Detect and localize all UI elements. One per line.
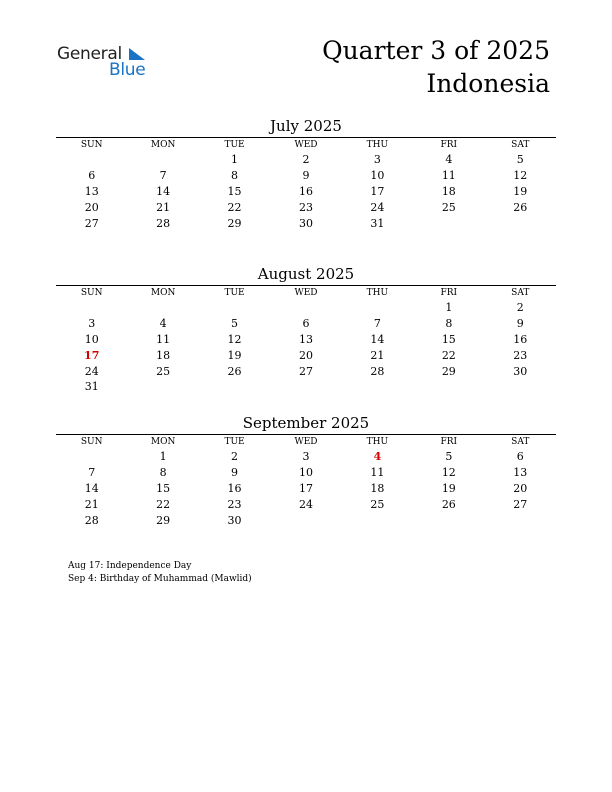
day-cell: 25 xyxy=(441,200,456,214)
calendar-grid xyxy=(56,138,556,231)
weekday-header: MON xyxy=(150,288,176,298)
day-cell: 23 xyxy=(298,200,313,214)
week-row xyxy=(56,449,556,465)
weekday-header: WED xyxy=(294,437,318,447)
day-cell: 24 xyxy=(370,200,385,214)
day-cell: 9 xyxy=(231,466,239,480)
day-cell: 15 xyxy=(441,332,456,346)
logo-word-blue: Blue xyxy=(109,60,146,80)
day-cell: 1 xyxy=(445,301,453,315)
month-july xyxy=(56,116,556,231)
day-cell: 2 xyxy=(516,301,524,315)
week-row xyxy=(56,332,556,348)
day-cell: 20 xyxy=(513,481,528,495)
day-cell: 30 xyxy=(513,364,528,378)
day-cell: 7 xyxy=(88,466,96,480)
day-cell: 6 xyxy=(302,317,310,331)
week-row xyxy=(56,184,556,200)
weekday-header: TUE xyxy=(224,140,245,150)
empty-day-cell xyxy=(199,300,270,316)
day-cell: 11 xyxy=(370,466,385,480)
day-cell: 1 xyxy=(159,450,167,464)
day-cell: 27 xyxy=(513,497,528,511)
page-title xyxy=(322,34,550,100)
holiday-day-cell: 17 xyxy=(84,348,100,362)
day-cell: 27 xyxy=(84,216,99,230)
month-title: July 2025 xyxy=(270,117,342,135)
day-cell: 15 xyxy=(156,481,171,495)
weekday-header: THU xyxy=(366,140,389,150)
day-cell: 3 xyxy=(88,317,96,331)
holiday-note: Aug 17: Independence Day xyxy=(68,561,192,571)
empty-day-cell xyxy=(270,512,341,528)
holiday-note: Sep 4: Birthday of Muhammad (Mawlid) xyxy=(68,574,252,584)
day-cell: 16 xyxy=(513,332,528,346)
day-cell: 9 xyxy=(302,169,310,183)
day-cell: 19 xyxy=(227,348,242,362)
day-cell: 29 xyxy=(441,364,456,378)
month-september xyxy=(56,413,556,528)
day-cell: 11 xyxy=(156,332,171,346)
weekday-header-row xyxy=(56,435,556,449)
day-cell: 7 xyxy=(373,317,381,331)
day-cell: 5 xyxy=(231,317,239,331)
weekday-header: MON xyxy=(150,140,176,150)
week-row xyxy=(56,215,556,231)
day-cell: 7 xyxy=(159,169,167,183)
calendar-grid xyxy=(56,286,556,395)
day-cell: 4 xyxy=(445,153,453,167)
weekday-header: SUN xyxy=(80,288,103,298)
day-cell: 16 xyxy=(298,184,313,198)
day-cell: 2 xyxy=(231,450,239,464)
logo-triangle-icon xyxy=(127,46,147,62)
month-august xyxy=(56,264,556,395)
weekday-header: SUN xyxy=(80,140,103,150)
day-cell: 2 xyxy=(302,153,310,167)
weekday-header: TUE xyxy=(224,437,245,447)
day-cell: 3 xyxy=(302,450,310,464)
day-cell: 18 xyxy=(441,184,456,198)
week-row xyxy=(56,300,556,316)
day-cell: 22 xyxy=(227,200,242,214)
day-cell: 8 xyxy=(231,169,239,183)
day-cell: 6 xyxy=(88,169,96,183)
day-cell: 13 xyxy=(298,332,313,346)
week-row xyxy=(56,316,556,332)
empty-day-cell xyxy=(342,512,413,528)
day-cell: 31 xyxy=(370,216,385,230)
day-cell: 13 xyxy=(513,466,528,480)
day-cell: 12 xyxy=(227,332,242,346)
weekday-header: FRI xyxy=(440,437,458,447)
day-cell: 18 xyxy=(156,348,171,362)
day-cell: 20 xyxy=(84,200,99,214)
week-row xyxy=(56,496,556,512)
empty-day-cell xyxy=(413,512,484,528)
weekday-header: WED xyxy=(294,140,318,150)
day-cell: 15 xyxy=(227,184,242,198)
day-cell: 4 xyxy=(159,317,167,331)
weekday-header: SAT xyxy=(511,437,530,447)
day-cell: 10 xyxy=(84,332,99,346)
day-cell: 29 xyxy=(227,216,242,230)
empty-day-cell xyxy=(127,152,198,168)
day-cell: 27 xyxy=(298,364,313,378)
day-cell: 29 xyxy=(156,513,171,527)
weekday-header-row xyxy=(56,138,556,152)
day-cell: 17 xyxy=(298,481,313,495)
day-cell: 28 xyxy=(156,216,171,230)
day-cell: 24 xyxy=(84,364,99,378)
country-title: Indonesia xyxy=(426,69,550,98)
empty-day-cell xyxy=(413,215,484,231)
day-cell: 19 xyxy=(513,184,528,198)
month-title: August 2025 xyxy=(257,265,355,283)
empty-day-cell xyxy=(342,379,413,395)
day-cell: 5 xyxy=(516,153,524,167)
holiday-day-cell: 4 xyxy=(373,450,382,464)
day-cell: 31 xyxy=(84,380,99,394)
weekday-header: MON xyxy=(150,437,176,447)
day-cell: 22 xyxy=(441,348,456,362)
weekday-header: FRI xyxy=(440,140,458,150)
weekday-header: SAT xyxy=(511,140,530,150)
week-row xyxy=(56,168,556,184)
day-cell: 14 xyxy=(156,184,171,198)
day-cell: 10 xyxy=(370,169,385,183)
day-cell: 11 xyxy=(441,169,456,183)
week-row xyxy=(56,199,556,215)
week-row xyxy=(56,152,556,168)
weekday-header: FRI xyxy=(440,288,458,298)
day-cell: 18 xyxy=(370,481,385,495)
week-row xyxy=(56,363,556,379)
quarter-title: Quarter 3 of 2025 xyxy=(322,36,550,65)
week-row xyxy=(56,379,556,395)
day-cell: 26 xyxy=(513,200,528,214)
day-cell: 25 xyxy=(370,497,385,511)
day-cell: 22 xyxy=(156,497,171,511)
week-row xyxy=(56,481,556,497)
day-cell: 8 xyxy=(445,317,453,331)
empty-day-cell xyxy=(127,379,198,395)
weekday-header: THU xyxy=(366,288,389,298)
weekday-header: TUE xyxy=(224,288,245,298)
empty-day-cell xyxy=(270,300,341,316)
weekday-header: SUN xyxy=(80,437,103,447)
day-cell: 20 xyxy=(298,348,313,362)
empty-day-cell xyxy=(56,300,127,316)
day-cell: 23 xyxy=(227,497,242,511)
day-cell: 1 xyxy=(231,153,239,167)
day-cell: 12 xyxy=(513,169,528,183)
week-row xyxy=(56,512,556,528)
empty-day-cell xyxy=(127,300,198,316)
day-cell: 16 xyxy=(227,481,242,495)
logo-word-general: General xyxy=(57,44,122,64)
day-cell: 19 xyxy=(441,481,456,495)
day-cell: 21 xyxy=(84,497,99,511)
day-cell: 3 xyxy=(373,153,381,167)
day-cell: 8 xyxy=(159,466,167,480)
day-cell: 21 xyxy=(370,348,385,362)
day-cell: 5 xyxy=(445,450,453,464)
day-cell: 26 xyxy=(227,364,242,378)
calendar-grid xyxy=(56,435,556,528)
empty-day-cell xyxy=(270,379,341,395)
day-cell: 25 xyxy=(156,364,171,378)
weekday-header: THU xyxy=(366,437,389,447)
day-cell: 28 xyxy=(84,513,99,527)
month-title: September 2025 xyxy=(242,414,370,432)
day-cell: 14 xyxy=(370,332,385,346)
day-cell: 17 xyxy=(370,184,385,198)
day-cell: 6 xyxy=(516,450,524,464)
empty-day-cell xyxy=(485,512,556,528)
empty-day-cell xyxy=(56,152,127,168)
day-cell: 24 xyxy=(298,497,313,511)
empty-day-cell xyxy=(199,379,270,395)
weekday-header: SAT xyxy=(511,288,530,298)
day-cell: 13 xyxy=(84,184,99,198)
day-cell: 28 xyxy=(370,364,385,378)
general-blue-logo xyxy=(57,44,157,84)
empty-day-cell xyxy=(485,215,556,231)
day-cell: 30 xyxy=(298,216,313,230)
day-cell: 26 xyxy=(441,497,456,511)
day-cell: 14 xyxy=(84,481,99,495)
empty-day-cell xyxy=(56,449,127,465)
empty-day-cell xyxy=(413,379,484,395)
day-cell: 9 xyxy=(516,317,524,331)
day-cell: 12 xyxy=(441,466,456,480)
holiday-notes xyxy=(68,560,252,586)
day-cell: 21 xyxy=(156,200,171,214)
weekday-header-row xyxy=(56,286,556,300)
weekday-header: WED xyxy=(294,288,318,298)
empty-day-cell xyxy=(485,379,556,395)
day-cell: 23 xyxy=(513,348,528,362)
empty-day-cell xyxy=(342,300,413,316)
week-row xyxy=(56,465,556,481)
day-cell: 30 xyxy=(227,513,242,527)
week-row xyxy=(56,347,556,363)
day-cell: 10 xyxy=(298,466,313,480)
